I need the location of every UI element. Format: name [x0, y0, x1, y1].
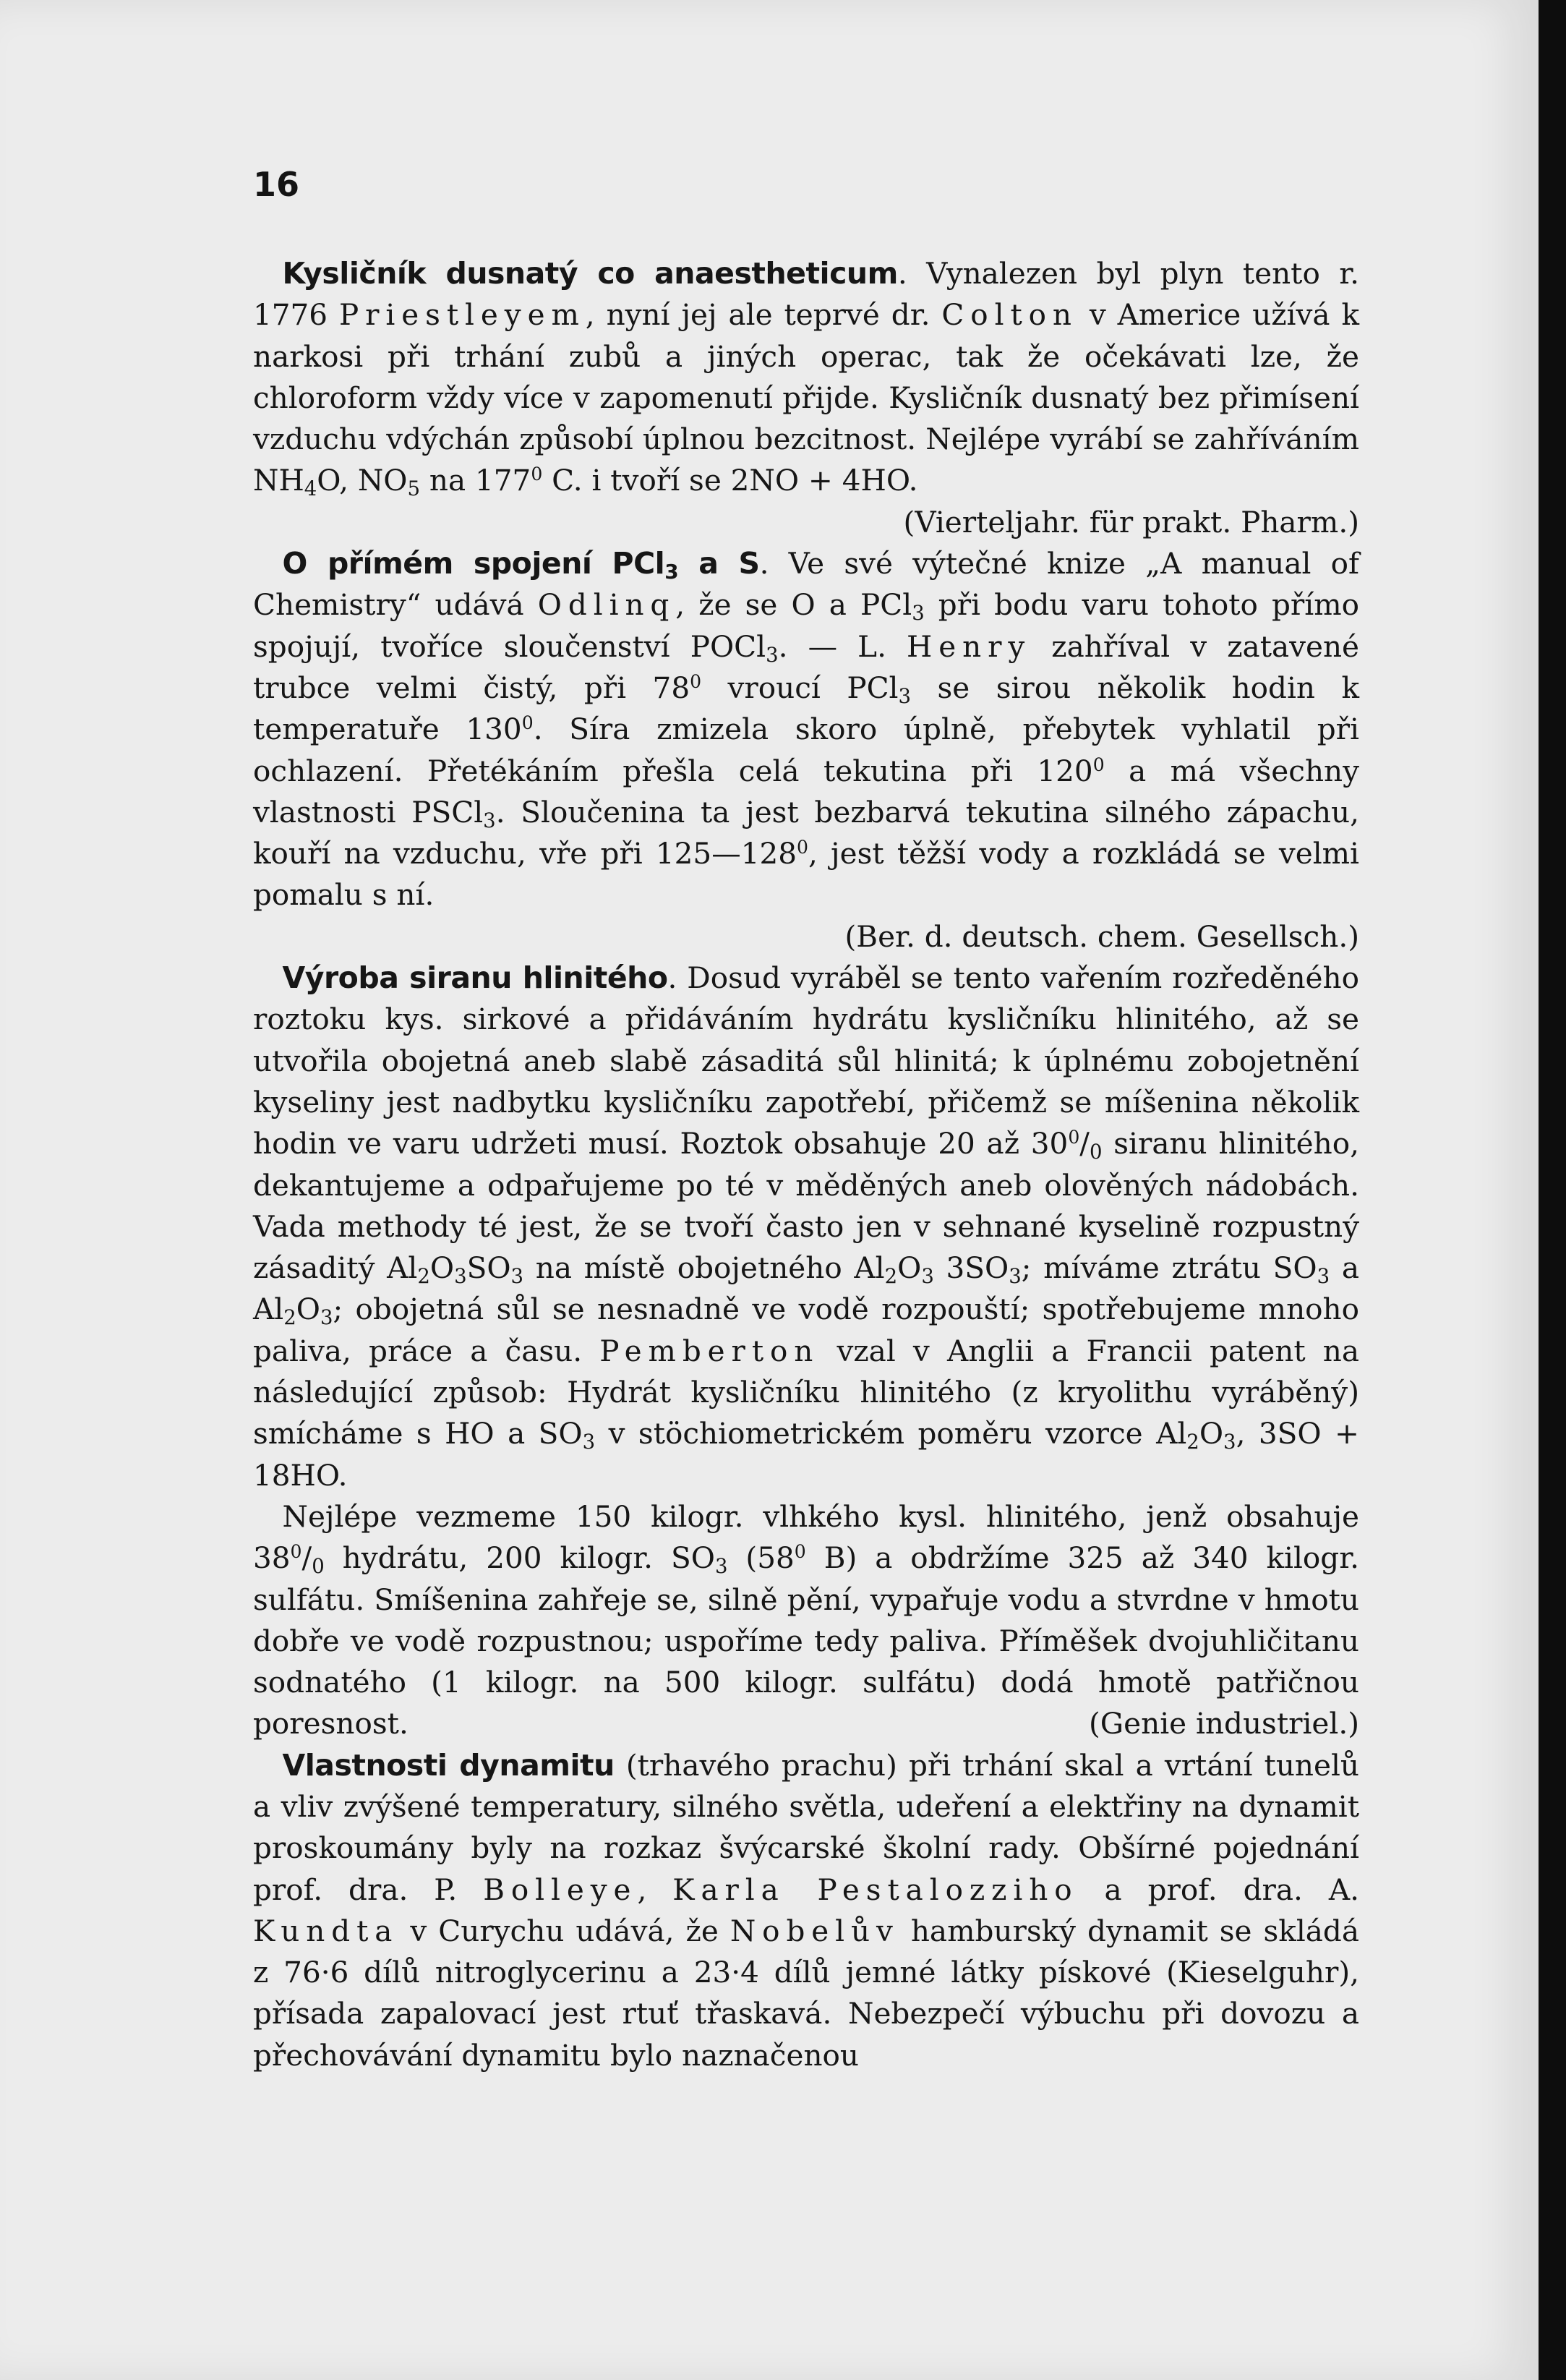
source-citation: (Vierteljahr. für prakt. Pharm.) — [903, 504, 1359, 539]
article-text — [253, 253, 1359, 2076]
source-citation: (Ber. d. deutsch. chem. Gesellsch.) — [844, 918, 1359, 954]
section-pcl3-sulfur: O přímém spojení PCl$_3$ a S. Ve své výtečné knize „A manual of Chemistry“ udává Odlinq, že se O a PCl$_3$ při bodu varu tohoto přímo spojují, tvoříce sloučenství POCl$_3$. — L. Henry zahříval v zatavené trubce velmi čistý, při $78^0$ vroucí PCl$_3$ se sirou několik hodin k temperatuře $130^0$. Síra zmizela skoro úplně, přebytek vyhlatil při ochlazení. Přetékáním přešla celá tekutina při $120^0$ a má všechny vlastnosti PSCl$_3$. Sloučenina ta jest bezbarvá tekutina silného zápachu, kouří na vzduchu, vře při $125—128^0$, jest těžší vody a rozkládá se velmi pomalu s ní. — [253, 546, 1360, 913]
section-aluminium-sulfate: Výroba siranu hlinitého. Dosud vyráběl se tento vařením rozředěného roztoku kys. sirkové a přidáváním hydrátu kysličníku hlinitého, až se utvořila obojetná aneb slabě zásaditá sůl hlinitá; k úplnému zobojetnění kyseliny jest nadbytku kysličníku zapotřebí, přičemž se míšenina několik hodin ve varu udržeti musí. Roztok obsahuje 20 až $30^0/_0$ siranu hlinitého, dekantujeme a odpařujeme po té v měděných aneb olověných nádobách. Vada methody té jest, že se tvoří často jen v sehnané kyselině rozpustný zásaditý $Al_2O_3SO_3$ na místě obojetného $Al_2O_3$ $3SO_3$; míváme ztrátu $SO_3$ a $Al_2O_3$; obojetná sůl se nesnadně ve vodě rozpouští; spotřebujeme mnoho paliva, práce a času. Pemberton vzal v Anglii a Francii patent na následující způsob: Hydrát kysličníku hlinitého (z kryolithu vyráběný) smícháme s HO a $SO_3$ v stöchiometrickém poměru vzorce $Al_2O_3$, 3SO + 18HO. — [253, 960, 1360, 1493]
page-number: 16 — [253, 165, 300, 204]
author-name: Kundta — [253, 1913, 399, 1948]
section-dynamite: Vlastnosti dynamitu (trhavého prachu) při trhání skal a vrtání tunelů a vliv zvýšené temperatury, silného světla, udeření a elektřiny na dynamit proskoumány byly na rozkaz švýcarské školní rady. Obšírné pojednání prof. dra. P. Bolleye, Karla Pestalozziho a prof. dra. A. Kundta v Curychu udává, že Nobelův hamburský dynamit se skládá z 76·6 dílů nitroglycerinu a 23·4 dílů jemné látky pískové (Kieselguhr), přísada zapalovací jest rtuť třaskavá. Nebezpečí výbuchu při dovozu a přechovávání dynamitu bylo naznačenou — [253, 1747, 1360, 2073]
section-aluminium-sulfate-continued: Nejlépe vezmeme 150 kilogr. vlhkého kysl. hlinitého, jenž obsahuje $38^0/_0$ hydrátu, 200 kilogr. $SO_3$ ($58^0$ B) a obdržíme 325 až 340 kilogr. sulfátu. Smíšenina zahřeje se, silně pění, vypařuje vodu a stvrdne v hmotu dobře ve vodě rozpustnou; uspoříme tedy paliva. Příměšek dvojuhličitanu sodnatého (1 kilogr. na 500 kilogr. sulfátu) dodá hmotě patřičnou poresnost. (Genie industriel.) — [253, 1496, 1359, 1745]
author-name: Karla Pestalozziho — [672, 1872, 1079, 1907]
author-name: Henry — [907, 628, 1032, 664]
author-name: Odlinq — [537, 587, 676, 623]
section-heading: Kysličník dusnatý co anaestheticum — [282, 256, 898, 291]
author-name: Bolleye — [483, 1872, 638, 1907]
author-name: Priestleyem — [339, 297, 586, 333]
section-heading: O přímém spojení PCl$_3$ a S — [282, 546, 760, 584]
author-name: Colton — [941, 297, 1078, 333]
source-citation: (Genie industriel.) — [1088, 1706, 1359, 1741]
section-heading: Vlastnosti dynamitu — [282, 1747, 615, 1783]
section-heading: Výroba siranu hlinitého — [282, 960, 668, 996]
author-name: Nobelův — [729, 1913, 899, 1948]
author-name: Pemberton — [599, 1333, 820, 1368]
section-nitrous-oxide: Kysličník dusnatý co anaestheticum. Vynalezen byl plyn tento r. 1776 Priestleyem, nyní jej ale teprvé dr. Colton v Americe užívá k narkosi při trhání zubů a jiných operac, tak že očekávati lze, že chloroform vždy více v zapomenutí přijde. Kysličník dusnatý bez přimísení vzduchu vdýchán způsobí úplnou bezcitnost. Nejlépe vyrábí se zahříváním $NH_4O$, $NO_5$ na $177^0$ C. i tvoří se 2NO + 4HO. — [253, 256, 1359, 501]
page-edge — [1539, 0, 1566, 2380]
